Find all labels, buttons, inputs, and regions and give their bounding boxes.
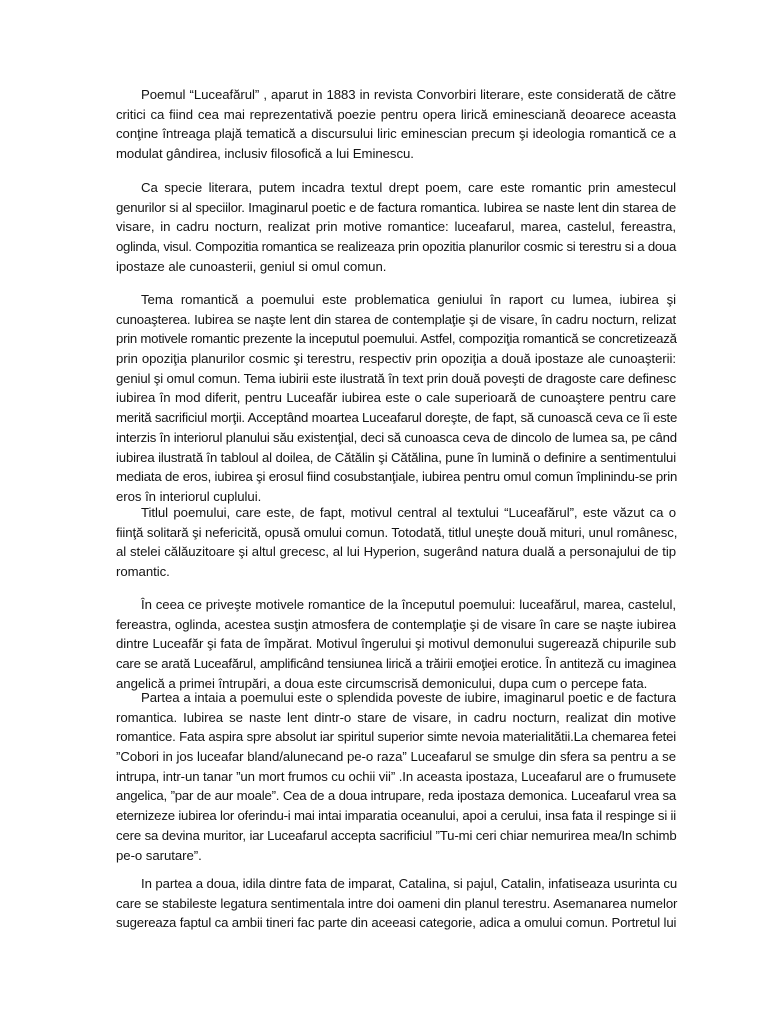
text-line: Poemul “Luceafărul” , aparut in 1883 in revista Convorbiri literare, este considerată de către <box>141 87 676 102</box>
paragraph-partea-doua <box>116 874 676 933</box>
text-line: angelica, ”par de aur moale”. Cea de a doua intrupare, reda ipostaza demonica. Luceafarul vrea sa <box>116 788 676 804</box>
text-line: genurilor si al speciilor. Imaginarul poetic e de factura romantica. Iubirea se naste lent din starea de <box>116 199 676 215</box>
paragraph-partea-intai <box>116 688 676 865</box>
text-line: romantica. Iubirea se naste lent dintr-o stare de visare, in cadru nocturn, realizat din motive <box>116 709 676 725</box>
text-line: romantic. <box>116 564 170 580</box>
text-line: Titlul poemului, care este, de fapt, motivul central al textului “Luceafărul”, este văzut ca o <box>141 505 676 520</box>
text-line: ipostaze ale cunoasterii, geniul si omul comun. <box>116 258 387 274</box>
text-line: Ca specie literara, putem incadra textul drept poem, care este romantic prin amestecul <box>141 180 676 195</box>
text-line: Partea a intaia a poemului este o splendida poveste de iubire, imaginarul poetic e de factura <box>141 690 676 705</box>
text-line: eternizeze iubirea lor oferindu-i mai intai imparatia oceanului, apoi a cerului, insa fata il respinge si ii <box>116 808 676 824</box>
text-line: ”Cobori in jos luceafar bland/alunecand pe-o raza” Luceafarul se smulge din sfera sa pentru a se <box>116 749 676 765</box>
paragraph-tema <box>116 290 676 507</box>
text-line: angelică a primei întrupări, a doua este circumscrisă demonicului, dupa cum o percepe fata. <box>116 675 648 691</box>
text-line: merită sacrificiul morţii. Acceptând moartea Luceafarul doreşte, de fapt, să cunoască ceva ce îi este <box>116 410 678 426</box>
text-line: al stelei călăuzitoare şi altul grecesc, al lui Hyperion, sugerând natura duală a personajului de tip <box>116 544 676 560</box>
text-line: conţine întreaga plajă tematică a discursului liric eminescian precum şi ideologia romantică ce a <box>116 126 676 142</box>
text-line: iubirea ilustrată în tabloul al doilea, de Cătălin şi Cătălina, pune în lumină o definire a sentimentului <box>116 449 676 465</box>
text-line: care se stabileste legatura sentimentala intre doi oameni din planul terestru. Asemanarea numelor <box>116 895 678 911</box>
text-line: In partea a doua, idila dintre fata de imparat, Catalina, si pajul, Catalin, infatiseaza usurinta cu <box>141 876 678 891</box>
text-line: pe-o sarutare”. <box>116 847 202 863</box>
text-line: dintre Luceafăr şi fata de împărat. Motivul îngerului şi motivul demonului sugerează chipurile sub <box>116 636 676 652</box>
text-line: critici ca fiind cea mai reprezentativă poezie pentru opera lirică eminesciană deoarece aceasta <box>116 106 676 122</box>
text-line: care se arată Luceafărul, amplificând tensiunea lirică a trăirii emoţiei erotice. În antiteză cu imaginea <box>116 656 676 672</box>
text-line: iubirea în mod diferit, pentru Luceafăr iubirea este o cale superioară de cunoaştere pentru care <box>116 390 676 406</box>
text-line: În ceea ce priveşte motivele romantice de la începutul poemului: luceafărul, marea, castelul, <box>141 597 676 612</box>
text-line: romantice. Fata aspira spre absolut iar spiritul superior simte nevoia materialitătii.La chemarea fetei <box>116 729 676 745</box>
text-line: visare, in cadru nocturn, realizat prin motive romantice: luceafarul, marea, castelul, fereastra, <box>116 219 676 235</box>
paragraph-specie <box>116 178 676 276</box>
text-line: Tema romantică a poemului este problematica geniului în raport cu lumea, iubirea şi <box>141 292 676 307</box>
text-line: cere sa devina muritor, iar Luceafarul accepta sacrificiul ”Tu-mi ceri chiar nemurirea mea/In schimb <box>116 827 677 843</box>
text-line: cunoaşterea. Iubirea se naşte lent din starea de contemplaţie şi de visare, în cadru nocturn, relizat <box>116 311 676 327</box>
text-line: sugereaza faptul ca ambii tineri fac parte din aceeasi categorie, adica a omului comun. Portretul lui <box>116 915 677 931</box>
text-line: interzis în interiorul planului său existenţial, deci să cunoasca ceva de dincolo de lumea sa, pe când <box>116 429 677 445</box>
text-line: mediata de eros, iubirea şi erosul fiind cosubstanţiale, iubirea pentru omul comun împlinindu-se prin <box>116 469 678 485</box>
text-line: eros în interiorul cuplului. <box>116 488 262 504</box>
text-line: oglinda, visul. Compozitia romantica se realizeaza prin opozitia planurilor cosmic si terestru si a doua <box>116 239 676 255</box>
paragraph-titlul <box>116 503 676 582</box>
text-line: modulat gândirea, inclusiv filosofică a lui Eminescu. <box>116 146 414 162</box>
text-line: prin motivele romantic prezente la inceputul poemului. Astfel, compoziţia romantică se concretizează <box>116 331 677 347</box>
text-line: geniul şi omul comun. Tema iubirii este ilustrată în text prin două poveşti de dragoste care definesc <box>116 370 677 386</box>
paragraph-intro <box>116 85 676 164</box>
text-line: fereastra, oglinda, acestea susţin atmosfera de contemplaţie şi de visare în care se naşte iubirea <box>116 616 676 632</box>
text-line: prin opoziţia planurilor cosmic şi terestru, respectiv prin opoziţia a două ipostaze ale cunoaşterii: <box>116 351 676 367</box>
text-line: fiinţă solitară şi nefericită, opusă omului comun. Totodată, titlul uneşte două mituri, unul românesc, <box>116 524 678 540</box>
paragraph-motive <box>116 595 676 693</box>
text-line: intrupa, intr-un tanar ”un mort frumos cu ochii vii” .In aceasta ipostaza, Luceafarul are o frumusete <box>116 768 677 784</box>
